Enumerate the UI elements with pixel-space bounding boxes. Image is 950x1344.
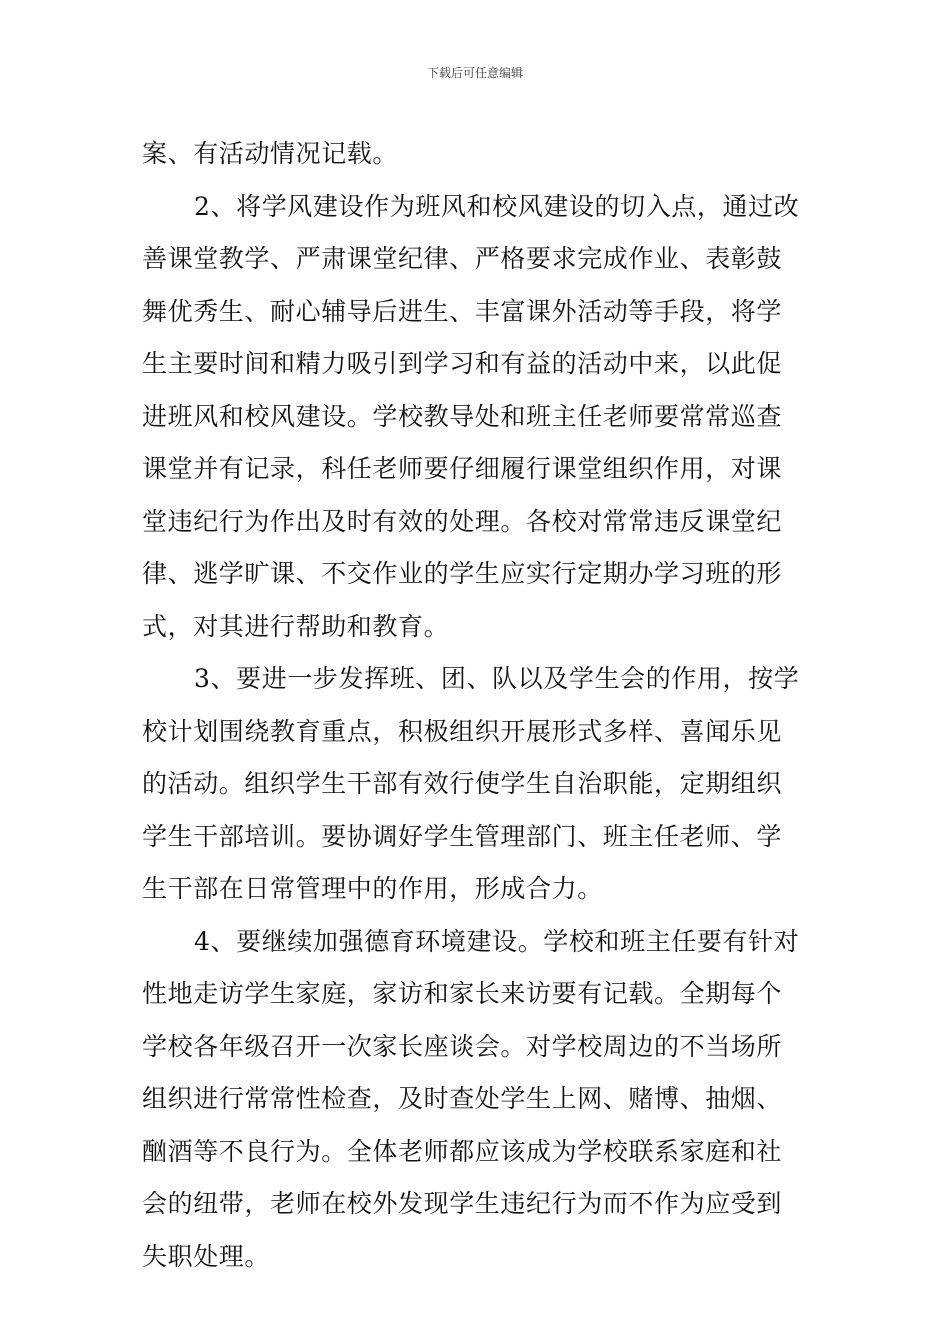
text-line: 会的纽带，老师在校外发现学生违纪行为而不作为应受到 <box>142 1189 783 1218</box>
paragraph-4-line: 4、要继续加强德育环境建设。学校和班主任要有针对 <box>194 926 800 956</box>
document-body <box>142 128 808 1283</box>
text-line: 案、有活动情况记载。 <box>142 139 399 168</box>
text-line: 组织进行常常性检查，及时查处学生上网、赌博、抽烟、 <box>142 1084 783 1113</box>
page-header-text: 下载后可任意编辑 <box>426 66 523 80</box>
text-line: 学生干部培训。要协调好学生管理部门、班主任老师、学 <box>142 821 783 851</box>
text-line: 生干部在日常管理中的作用，形成合力。 <box>142 874 603 903</box>
text-line: 的活动。组织学生干部有效行使学生自治职能，定期组织 <box>142 769 783 798</box>
text-line: 进班风和校风建设。学校教导处和班主任老师要常常巡查 <box>142 401 783 431</box>
text-line: 律、逃学旷课、不交作业的学生应实行定期办学习班的形 <box>142 559 783 588</box>
text-line: 酗酒等不良行为。全体老师都应该成为学校联系家庭和社 <box>142 1136 783 1166</box>
text-line: 善课堂教学、严肃课堂纪律、严格要求完成作业、表彰鼓 <box>142 244 783 273</box>
paragraph-2-line: 2、将学风建设作为班风和校风建设的切入点，通过改 <box>194 191 800 221</box>
text-line: 校计划围绕教育重点，积极组织开展形式多样、喜闻乐见 <box>142 716 783 746</box>
text-line: 课堂并有记录，科任老师要仔细履行课堂组织作用，对课 <box>142 454 783 483</box>
text-line: 堂违纪行为作出及时有效的处理。各校对常常违反课堂纪 <box>142 506 783 536</box>
text-line: 式，对其进行帮助和教育。 <box>142 611 450 641</box>
paragraph-3-line: 3、要进一步发挥班、团、队以及学生会的作用，按学 <box>194 664 800 693</box>
text-line: 舞优秀生、耐心辅导后进生、丰富课外活动等手段，将学 <box>142 296 783 326</box>
text-line: 生主要时间和精力吸引到学习和有益的活动中来，以此促 <box>142 349 783 378</box>
text-line: 失职处理。 <box>142 1241 271 1271</box>
text-line: 性地走访学生家庭，家访和家长来访要有记载。全期每个 <box>142 979 783 1008</box>
text-line: 学校各年级召开一次家长座谈会。对学校周边的不当场所 <box>142 1031 783 1061</box>
